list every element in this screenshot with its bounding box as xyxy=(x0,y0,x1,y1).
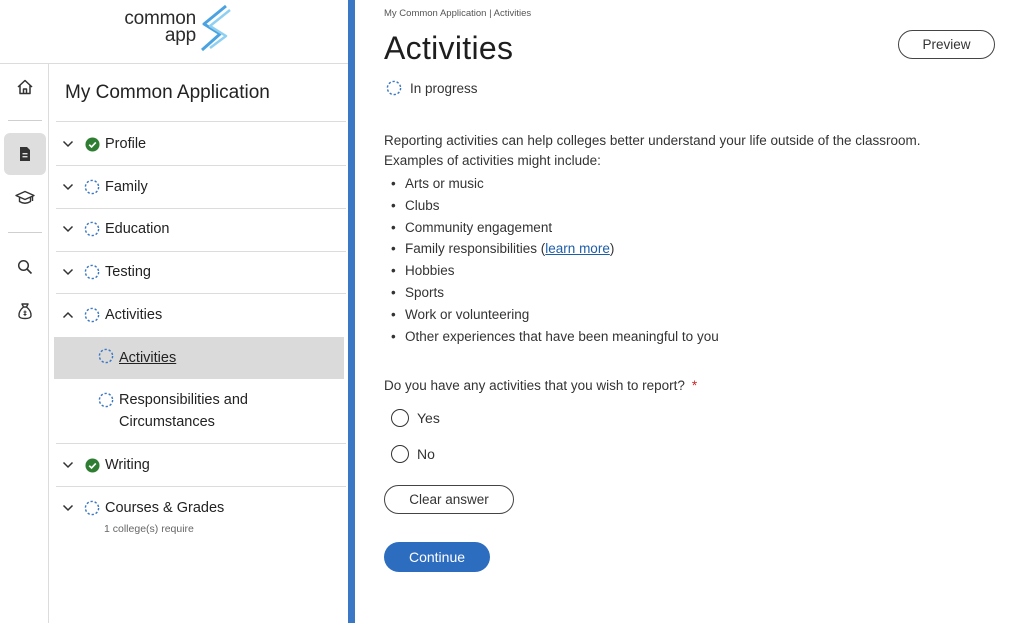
logo-mark-icon xyxy=(196,4,236,52)
check-circle-icon xyxy=(85,458,100,473)
application-nav xyxy=(50,64,348,623)
home-button[interactable] xyxy=(4,66,46,108)
nav-section-label: Writing xyxy=(105,457,150,473)
rail-divider xyxy=(8,120,42,121)
money-bag-icon xyxy=(17,302,33,320)
nav-section-profile[interactable] xyxy=(56,134,346,154)
logo-line-1: common xyxy=(124,8,196,29)
nav-section-label: Profile xyxy=(105,136,147,152)
nav-divider xyxy=(56,208,346,209)
check-circle-icon xyxy=(85,137,100,152)
in-progress-icon xyxy=(98,348,114,364)
nav-divider xyxy=(56,443,346,444)
list-item: • Sports xyxy=(391,284,445,300)
preview-button[interactable]: Preview xyxy=(898,30,995,59)
continue-button[interactable]: Continue xyxy=(384,542,490,572)
nav-subitem-label-line-1: Responsibilities and xyxy=(119,392,248,408)
intro-line-2: Examples of activities might include: xyxy=(384,153,601,168)
nav-section-label: Testing xyxy=(105,264,151,280)
logo[interactable] xyxy=(0,0,348,64)
list-item: • Community engagement xyxy=(391,219,553,235)
nav-section-activities[interactable] xyxy=(56,305,346,325)
nav-section-testing[interactable] xyxy=(56,262,346,282)
chevron-down-icon xyxy=(62,504,74,512)
list-item: • Clubs xyxy=(391,197,440,213)
college-search-button[interactable] xyxy=(4,177,46,219)
option-label: Yes xyxy=(417,410,440,426)
nav-section-label: Family xyxy=(105,179,148,195)
list-item: • Arts or music xyxy=(391,176,484,191)
nav-section-label: Courses & Grades xyxy=(105,500,225,516)
nav-divider xyxy=(56,486,346,487)
list-item: • Work or volunteering xyxy=(391,306,530,322)
learn-more-link[interactable]: learn more xyxy=(545,241,610,257)
chevron-down-icon xyxy=(62,140,74,148)
required-marker: * xyxy=(691,378,698,393)
nav-section-note: 1 college(s) require xyxy=(104,523,194,535)
question-text: Do you have any activities that you wish to report? xyxy=(384,378,685,393)
radio-yes[interactable] xyxy=(391,409,409,427)
chevron-down-icon xyxy=(62,461,74,469)
nav-divider xyxy=(56,293,346,294)
nav-section-label: Education xyxy=(105,221,170,237)
examples-list xyxy=(391,173,719,347)
document-icon xyxy=(18,146,32,162)
status-indicator xyxy=(386,80,478,96)
icon-rail xyxy=(0,64,49,623)
nav-section-courses-grades[interactable] xyxy=(56,498,346,518)
in-progress-icon xyxy=(84,500,100,516)
nav-subitem-label-line-2: Circumstances xyxy=(119,414,215,430)
chevron-down-icon xyxy=(62,225,74,233)
intro-line-1: Reporting activities can help colleges better understand your life outside of the classroom. xyxy=(384,133,921,148)
in-progress-icon xyxy=(84,221,100,237)
in-progress-icon xyxy=(98,392,114,408)
option-yes[interactable] xyxy=(391,409,440,427)
nav-section-writing[interactable] xyxy=(56,455,346,475)
nav-subitem-responsibilities[interactable] xyxy=(54,389,344,437)
nav-divider xyxy=(56,165,346,166)
search-button[interactable] xyxy=(4,246,46,288)
list-item: • Hobbies xyxy=(391,263,455,279)
in-progress-icon xyxy=(84,179,100,195)
chevron-down-icon xyxy=(62,268,74,276)
in-progress-icon xyxy=(386,80,402,96)
nav-section-label: Activities xyxy=(105,307,163,323)
my-application-button[interactable] xyxy=(4,133,46,175)
chevron-up-icon xyxy=(62,311,74,319)
option-no[interactable] xyxy=(391,445,435,463)
graduation-cap-icon xyxy=(15,190,35,206)
nav-title: My Common Application xyxy=(65,82,270,103)
breadcrumb: My Common Application | Activities xyxy=(384,8,532,19)
page-title: Activities xyxy=(384,30,514,66)
activities-question xyxy=(384,378,697,393)
nav-section-family[interactable] xyxy=(56,177,346,197)
in-progress-icon xyxy=(84,307,100,323)
clear-answer-button[interactable]: Clear answer xyxy=(384,485,514,514)
home-icon xyxy=(16,78,34,96)
nav-divider xyxy=(56,251,346,252)
main-content xyxy=(355,0,1016,623)
nav-subitem-activities[interactable] xyxy=(54,337,344,379)
search-icon xyxy=(17,259,33,275)
rail-divider xyxy=(8,232,42,233)
in-progress-icon xyxy=(84,264,100,280)
logo-wordmark xyxy=(116,10,196,44)
nav-section-education[interactable] xyxy=(56,219,346,239)
financial-aid-button[interactable] xyxy=(4,290,46,332)
list-item: • Other experiences that have been meaningful to you xyxy=(391,328,719,344)
intro-text xyxy=(384,131,1009,171)
logo-line-2: app xyxy=(164,25,196,46)
radio-no[interactable] xyxy=(391,445,409,463)
panel-divider xyxy=(348,0,355,623)
nav-divider xyxy=(56,121,346,122)
nav-subitem-label xyxy=(119,389,248,433)
option-label: No xyxy=(417,446,435,462)
status-text: In progress xyxy=(410,80,478,96)
chevron-down-icon xyxy=(62,183,74,191)
nav-subitem-label: Activities xyxy=(119,350,177,366)
list-item: • Family responsibilities ( learn more ) xyxy=(391,238,719,260)
